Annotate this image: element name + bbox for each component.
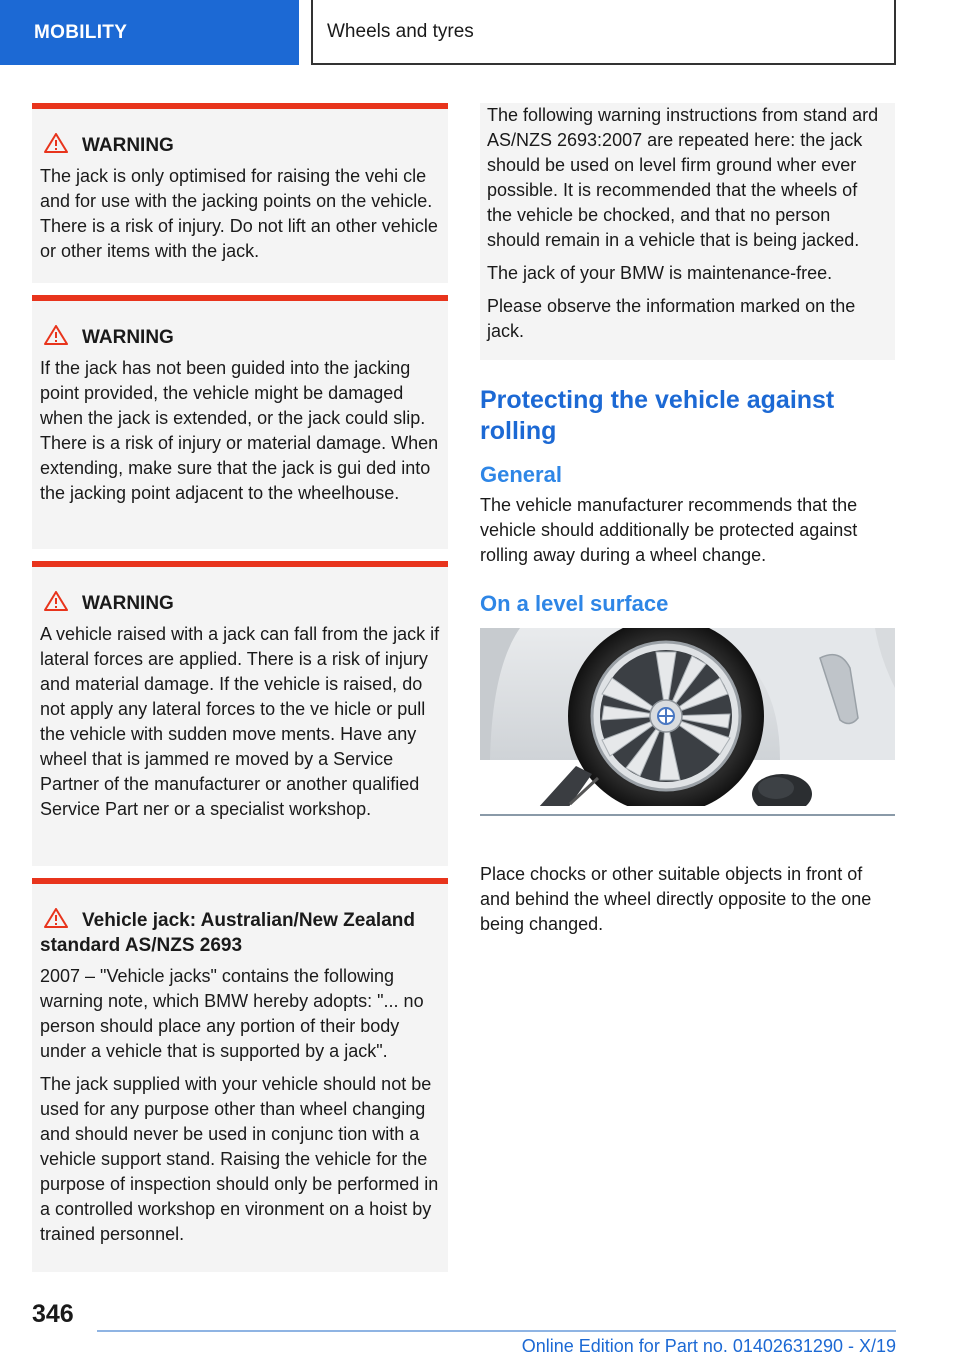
- section-tab: [0, 0, 299, 65]
- continuation-paragraph: The following warning instructions from stand ard AS/NZS 2693:2007 are repeated here: the jack should be used on level firm ground wher ever possible. It is recommended that the wheels of the vehicle be chocked, and that no person should remain in a vehicle that is being jacked.: [487, 105, 879, 250]
- continuation-paragraph: The jack of your BMW is maintenance-free.: [487, 263, 833, 283]
- figure-baseline: [480, 814, 895, 816]
- general-text: The vehicle manufacturer recommends that the vehicle should additionally be protected against rolling away during a wheel change.: [480, 495, 858, 565]
- warning-text: The jack supplied with your vehicle should not be used for any purpose other than wheel changing and should never be used in conjunc tion with a vehicle support stand. Raising the vehicle for the purpose of inspection should only be performed in a controlled workshop en vironment on a hoist by trained personnel.: [40, 1074, 439, 1244]
- warning-title: WARNING: [40, 591, 440, 616]
- wheel-chock-illustration: [480, 628, 895, 814]
- warning-box-australian-standard: [32, 878, 448, 1272]
- warning-text: If the jack has not been guided into the jacking point provided, the vehicle might be damaged when the jack is extended, or the jack could slip. There is a risk of injury or material damage. When extending, make sure that the jack is gui ded into the jacking point adjacent to the wheelhouse.: [40, 358, 439, 503]
- warning-triangle-icon: [44, 133, 68, 153]
- footer-divider: [97, 1330, 896, 1332]
- warning-triangle-icon: [44, 325, 68, 345]
- chapter-header: [311, 0, 896, 65]
- warning-text: 2007 – "Vehicle jacks" contains the following warning note, which BMW hereby adopts: "... no person should place any portion of their body under a vehicle that is supported by a jack".: [40, 966, 424, 1061]
- left-column: [32, 103, 448, 1272]
- warning-title: WARNING: [40, 133, 440, 158]
- general-heading: General: [480, 462, 562, 487]
- right-column: [480, 103, 895, 937]
- warning-continuation-box: [480, 103, 895, 360]
- warning-box-jacking-point: [32, 295, 448, 549]
- warning-box-lateral-forces: [32, 561, 448, 866]
- page-number: 346: [32, 1300, 74, 1328]
- warning-text: The jack is only optimised for raising the vehi cle and for use with the jacking points on the vehicle. There is a risk of injury. Do not lift an other vehicle or other items with the jack.: [40, 166, 438, 261]
- edition-note: Online Edition for Part no. 01402631290 - X/19: [521, 1336, 896, 1356]
- level-surface-heading: On a level surface: [480, 591, 669, 616]
- section-label: MOBILITY: [34, 21, 128, 43]
- warning-text: A vehicle raised with a jack can fall from the jack if lateral forces are applied. There is a risk of injury and material damage. If the vehicle is raised, do not apply any lateral forces to the ve hicle or pull the vehicle with sudden move ments. Have any wheel that is jammed re moved by a Service Partner of the manufacturer or another qualified Service Part ner or a specialist workshop.: [40, 624, 440, 819]
- warning-title: Vehicle jack: Australian/New Zealand standard AS/NZS 2693: [40, 910, 415, 956]
- warning-box-jack-usage: [32, 103, 448, 283]
- section-heading: Protecting the vehicle against rolling: [480, 386, 835, 445]
- level-surface-text: Place chocks or other suitable objects in front of and behind the wheel directly opposite to the one being changed.: [480, 864, 872, 934]
- warning-title: WARNING: [40, 325, 440, 350]
- continuation-paragraph: Please observe the information marked on the jack.: [487, 296, 856, 341]
- warning-triangle-icon: [44, 591, 68, 611]
- chapter-label: Wheels and tyres: [327, 20, 474, 42]
- warning-triangle-icon: [44, 908, 68, 928]
